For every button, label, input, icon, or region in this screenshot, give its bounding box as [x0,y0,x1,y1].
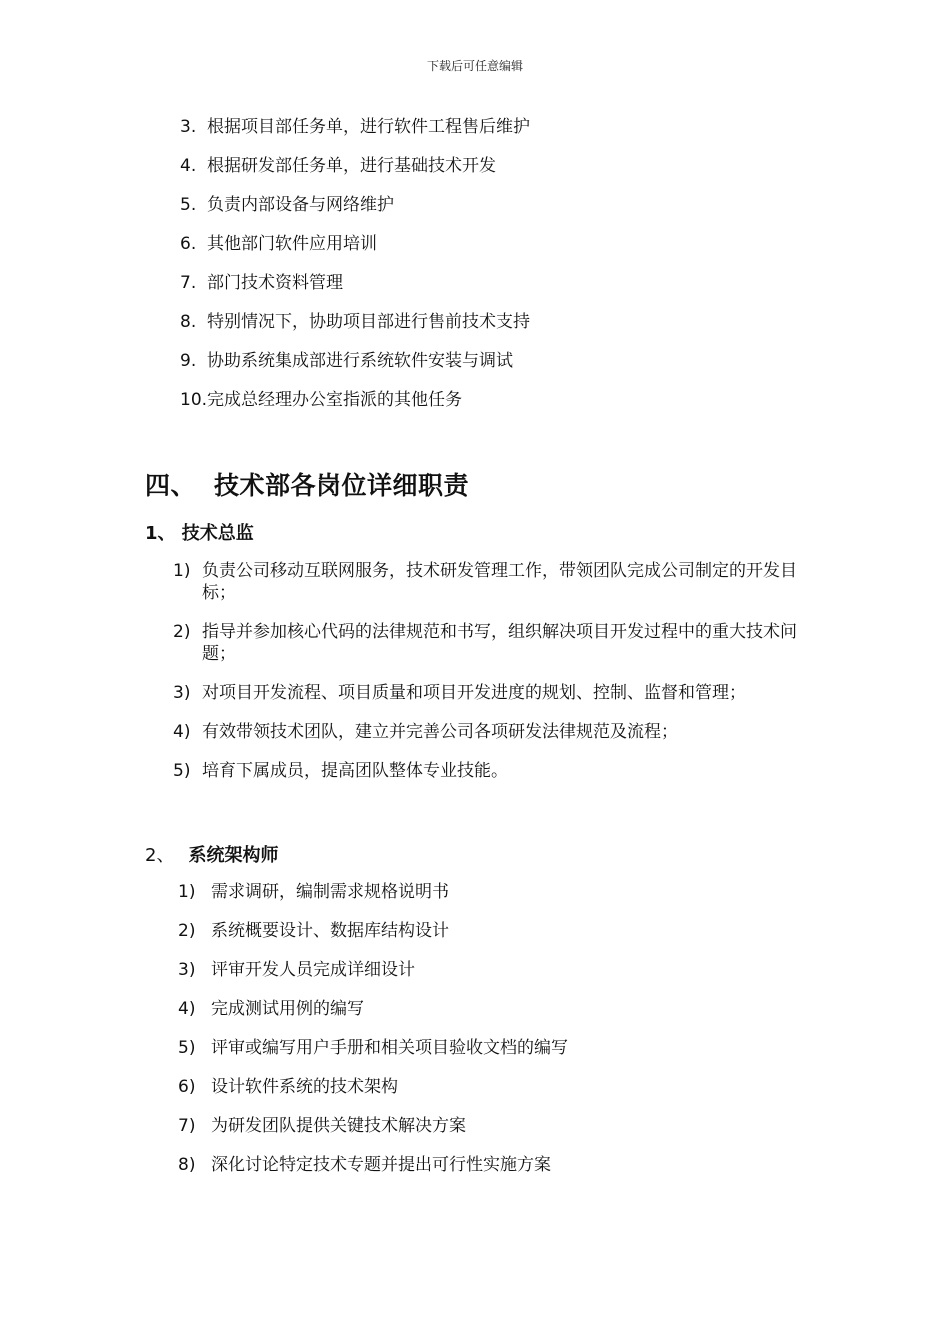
item-number: 1) [178,882,196,902]
item-text: 协助系统集成部进行系统软件安装与调试 [207,351,513,371]
item-text: 评审或编写用户手册和相关项目验收文档的编写 [211,1038,568,1058]
item-number: 6. [180,234,197,254]
list-item [178,881,778,920]
subsection-title: 系统架构师 [188,845,279,866]
item-number: 8) [178,1155,196,1175]
list-item [180,272,530,311]
item-number: 2) [173,622,191,642]
list-item [180,233,530,272]
list-item [180,311,530,350]
list-item [180,155,530,194]
item-text: 完成测试用例的编写 [211,999,364,1019]
list-item [178,1115,778,1154]
list-item [178,1076,778,1115]
subsection-heading-tech-director: 1、 技术总监 [145,523,254,544]
subsection-number: 2、 [145,845,175,866]
item-text: 部门技术资料管理 [207,273,343,293]
item-number: 1) [173,561,191,581]
item-number: 5) [173,761,191,781]
item-number: 5. [180,195,197,215]
item-number: 5) [178,1038,196,1058]
item-number: 3) [173,683,191,703]
section-number: 四、 [145,471,197,500]
list-item [180,194,530,233]
item-text: 设计软件系统的技术架构 [211,1077,398,1097]
department-duties-list [180,116,530,428]
list-item [173,760,813,782]
section-title: 技术部各岗位详细职责 [214,471,470,500]
list-item [180,350,530,389]
list-item [173,721,813,743]
subsection-heading-architect [145,841,278,867]
item-text: 评审开发人员完成详细设计 [211,960,415,980]
tech-director-duties-list [173,560,813,782]
architect-duties-list [178,881,778,1193]
item-number: 8. [180,312,197,332]
item-number: 3) [178,960,196,980]
page-header: 下载后可任意编辑 [426,59,523,73]
item-text: 其他部门软件应用培训 [207,234,377,254]
item-number: 2) [178,921,196,941]
item-number: 9. [180,351,197,371]
item-number: 4) [173,722,191,742]
item-text: 系统概要设计、数据库结构设计 [211,921,449,941]
item-text: 特别情况下，协助项目部进行售前技术支持 [207,312,530,332]
item-text: 深化讨论特定技术专题并提出可行性实施方案 [211,1155,551,1175]
item-text: 为研发团队提供关键技术解决方案 [211,1116,466,1136]
item-number: 3. [180,117,197,137]
item-text: 负责内部设备与网络维护 [207,195,394,215]
item-text: 完成总经理办公室指派的其他任务 [207,390,462,410]
item-text: 对项目开发流程、项目质量和项目开发进度的规划、控制、监督和管理； [202,683,746,703]
item-text: 根据研发部任务单，进行基础技术开发 [207,156,496,176]
list-item [178,959,778,998]
list-item [180,116,530,155]
item-number: 7) [178,1116,196,1136]
section-heading [145,466,469,502]
list-item [178,1154,778,1193]
list-item [173,560,813,604]
item-text: 负责公司移动互联网服务，技术研发管理工作，带领团队完成公司制定的开发目标； [202,561,797,603]
item-number: 4. [180,156,197,176]
list-item [178,1037,778,1076]
item-text: 指导并参加核心代码的法律规范和书写，组织解决项目开发过程中的重大技术问题； [202,622,797,664]
item-number: 10. [180,390,208,410]
item-number: 4) [178,999,196,1019]
list-item [173,682,813,704]
item-text: 需求调研，编制需求规格说明书 [211,882,449,902]
list-item [178,920,778,959]
list-item [178,998,778,1037]
item-text: 培育下属成员，提高团队整体专业技能。 [202,761,508,781]
item-number: 6) [178,1077,196,1097]
item-text: 有效带领技术团队，建立并完善公司各项研发法律规范及流程； [202,722,678,742]
item-text: 根据项目部任务单，进行软件工程售后维护 [207,117,530,137]
item-number: 7. [180,273,197,293]
list-item [173,621,813,665]
list-item [180,389,530,428]
